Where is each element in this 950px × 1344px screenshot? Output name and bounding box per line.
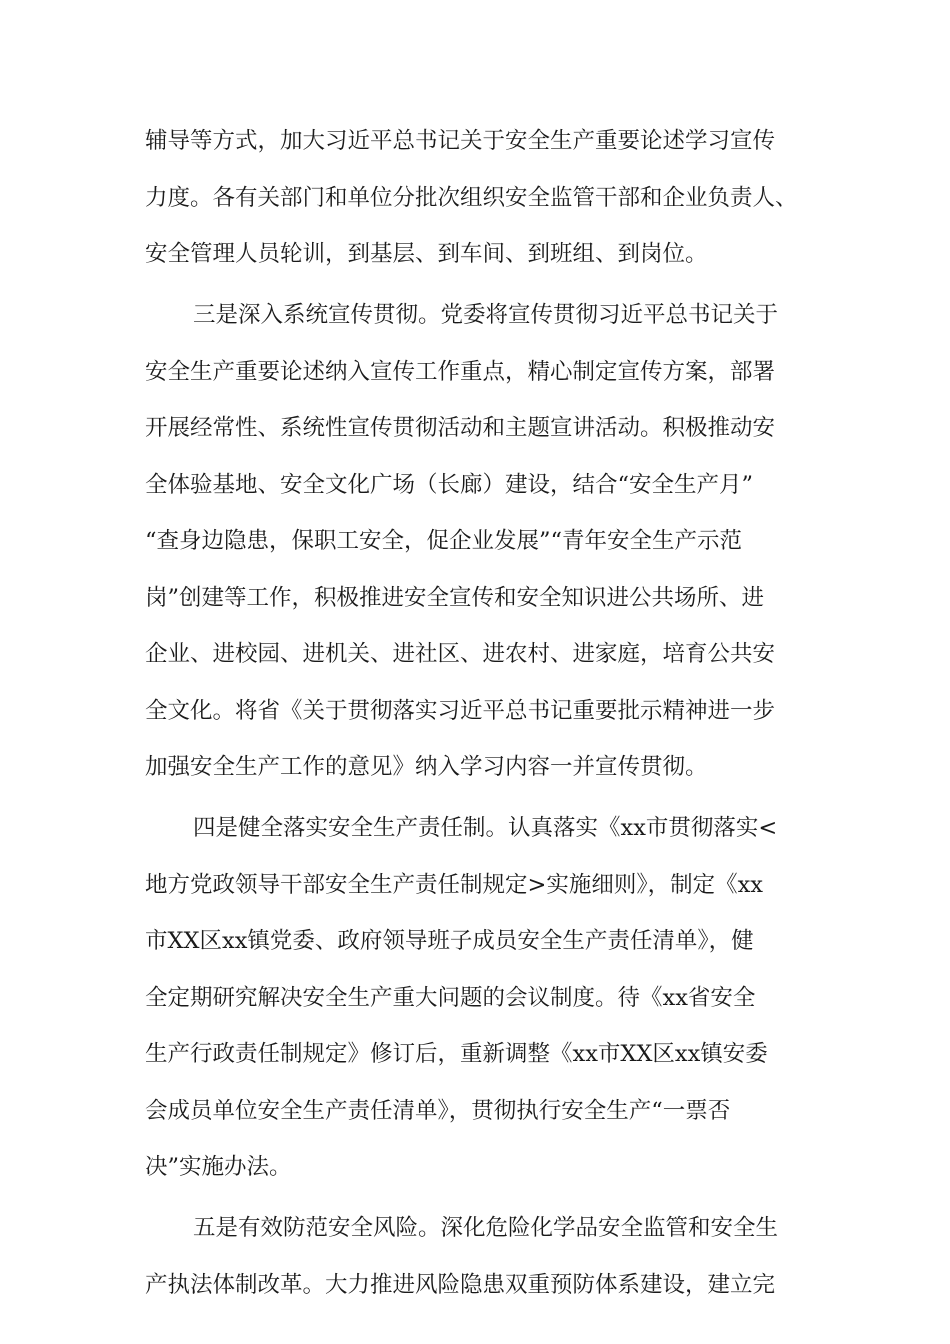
document-body	[145, 126, 825, 1300]
text-line: 全文化。将省《关于贯彻落实习近平总书记重要批示精神进一步	[145, 697, 776, 724]
text-line: 安全生产重要论述纳入宣传工作重点，精心制定宣传方案，部署	[145, 358, 776, 385]
text-line: 加强安全生产工作的意见》纳入学习内容一并宣传贯彻。	[145, 754, 708, 780]
text-line: 地方党政领导干部安全生产责任制规定>实施细则》，制定《xx	[145, 871, 763, 898]
text-line: 市XX区xx镇党委、政府领导班子成员安全生产责任清单》，健	[145, 928, 754, 954]
text-line: 岗”创建等工作，积极推进安全宣传和安全知识进公共场所、进	[145, 584, 765, 611]
text-line: 力度。各有关部门和单位分批次组织安全监管干部和企业负责人、	[145, 184, 798, 211]
text-line: 产执法体制改革。大力推进风险隐患双重预防体系建设，建立完	[145, 1271, 776, 1298]
text-line: “查身边隐患，保职工安全，促企业发展”“青年安全生产示范	[145, 528, 743, 554]
text-line: 会成员单位安全生产责任清单》，贯彻执行安全生产“一票否	[145, 1097, 731, 1124]
text-line: 企业、进校园、进机关、进社区、进农村、进家庭，培育公共安	[145, 641, 776, 667]
paragraph-first-line: 五是有效防范安全风险。深化危险化学品安全监管和安全生	[193, 1215, 779, 1241]
paragraph-first-line: 四是健全落实安全生产责任制。认真落实《xx市贯彻落实<	[193, 815, 778, 841]
paragraph-first-line: 三是深入系统宣传贯彻。党委将宣传贯彻习近平总书记关于	[193, 302, 779, 328]
text-line: 全定期研究解决安全生产重大问题的会议制度。待《xx省安全	[145, 984, 756, 1011]
text-line: 辅导等方式，加大习近平总书记关于安全生产重要论述学习宣传	[145, 128, 776, 154]
text-line: 开展经常性、系统性宣传贯彻活动和主题宣讲活动。积极推动安	[145, 415, 776, 441]
text-line: 生产行政责任制规定》修订后，重新调整《xx市XX区xx镇安委	[145, 1041, 768, 1067]
text-line: 安全管理人员轮训，到基层、到车间、到班组、到岗位。	[145, 241, 708, 267]
text-line: 决”实施办法。	[145, 1154, 292, 1180]
text-line: 全体验基地、安全文化广场（长廊）建设，结合“安全生产月”	[145, 471, 754, 498]
